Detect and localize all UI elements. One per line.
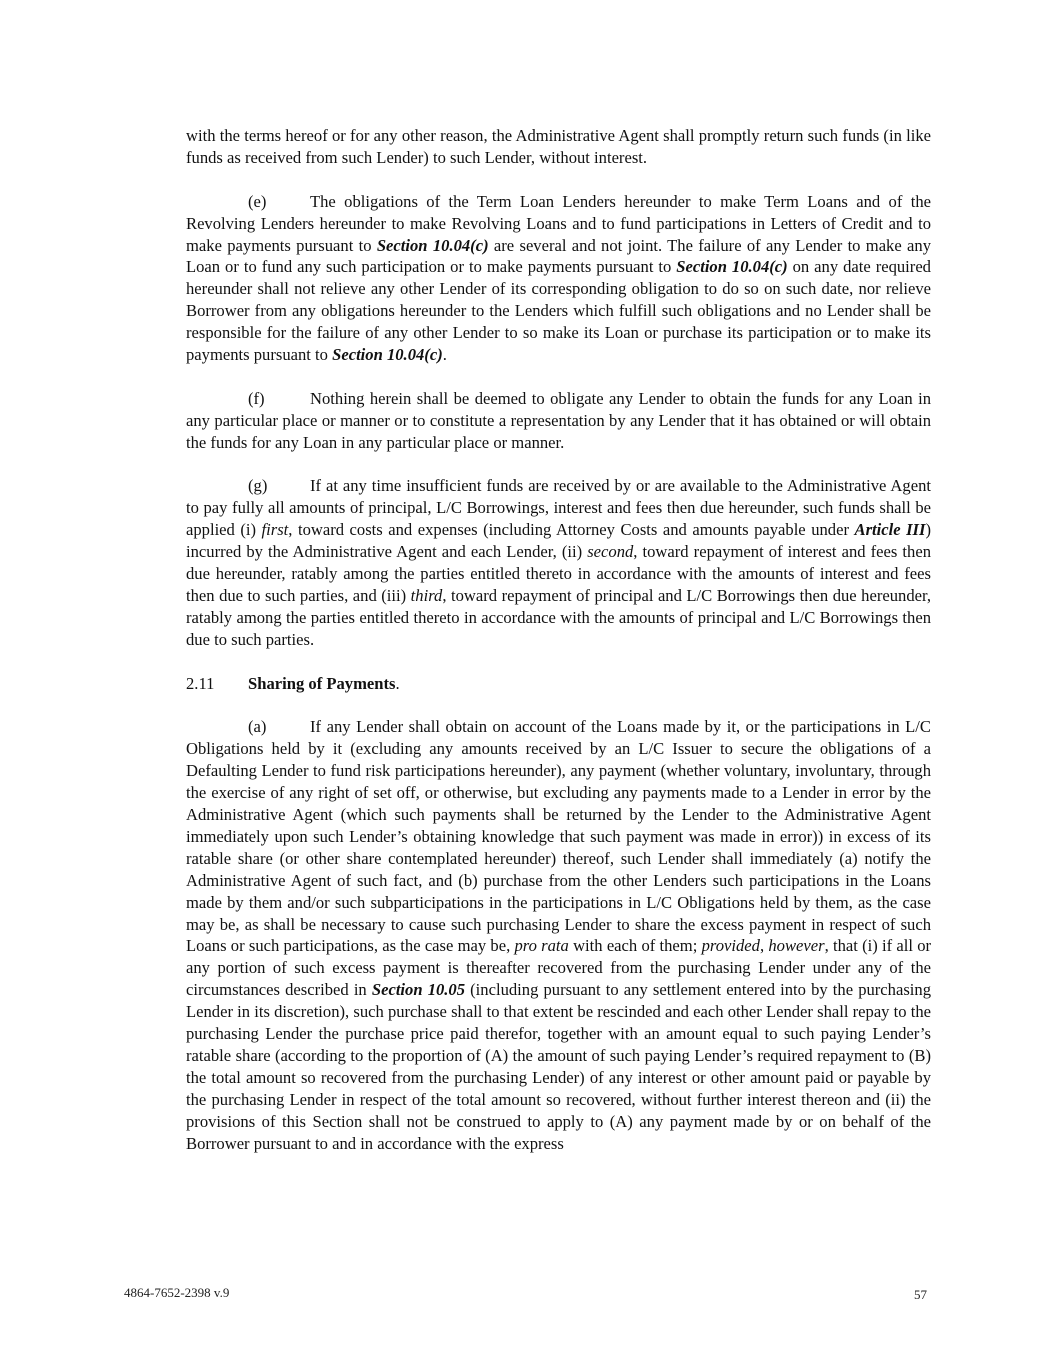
section-heading (186, 673, 931, 695)
paragraph-label: (a) (248, 717, 267, 737)
paragraph-a (186, 716, 931, 1154)
paragraph-text: on any date required hereunder shall not relieve any other Lender of its corresponding obligation to do so on such date, nor relieve Borrower from any obligations hereunder to the Lenders which fulfill such obligations and no Lender shall be responsible for the failure of any other Lender to so make its Loan or purchase its participation or to make its payments pursuant to (186, 257, 931, 365)
paragraph-text: . (442, 345, 447, 365)
article-reference: Article III (854, 520, 926, 540)
italic-term: second (587, 542, 634, 562)
paragraph-text: , toward costs and expenses (including Attorney Costs and amounts payable under (288, 520, 855, 540)
paragraph-text: (including pursuant to any settlement entered into by the purchasing Lender in its discretion), such purchase shall to that extent be rescinded and each other Lender shall repay to the purchasing Lender the purchase price paid therefor, together with an amount equal to such paying Lender’s ratable share (according to the proportion of (A) the amount of such paying Lender’s required repayment to (B) the total amount so recovered from the purchasing Lender) of any interest or other amount paid or payable by the purchasing Lender in respect of the total amount so recovered, without further interest thereon and (ii) the provisions of this Section shall not be construed to apply to (A) any payment made by or on behalf of the Borrower pursuant to and in accordance with the express (186, 980, 932, 1153)
page-number: 57 (914, 1287, 927, 1302)
paragraph-continuation (186, 125, 931, 169)
document-id: 4864-7652-2398 v.9 (124, 1285, 230, 1300)
paragraph-text: , toward repayment of interest and fees then due hereunder, ratably among the parties entitled thereto in accordance with the amounts of interest and fees then due to such parties, and (iii) (186, 542, 931, 605)
paragraph-text: ) incurred by the Administrative Agent and each Lender, (ii) (186, 520, 932, 562)
paragraph-text: are several and not joint. The failure of any Lender to make any Loan or to fund any such participation or to make payments pursuant to (186, 235, 931, 277)
paragraph-e (186, 191, 931, 366)
section-title-period: . (395, 673, 400, 693)
paragraph-text: with each of them; (568, 936, 702, 956)
section-reference: Section 10.04(c) (376, 235, 489, 255)
paragraph-label: (f) (248, 388, 265, 408)
section-reference: Section 10.05 (371, 980, 466, 1000)
paragraph-text: , (759, 936, 769, 956)
italic-term: pro rata (514, 936, 569, 956)
paragraph-text: If any Lender shall obtain on account of the Loans made by it, or the participations in L/C Obligations held by it (excluding any amounts received by an L/C Issuer to secure the obligations of a Defaulting Lender to fund risk participations hereunder), any payment (whether voluntary, involuntary, through the exercise of any right of set off, or otherwise, but excluding any payments made to a Lender in error by the Administrative Agent (which such payments shall be returned by the Lender to the Administrative Agent immediately upon such Lender’s obtaining knowledge that such payment was made in error)) in excess of its ratable share (or other share contemplated hereunder) thereof, such Lender shall immediately (a) notify the Administrative Agent of such fact, and (b) purchase from the other Lenders such participations in the Loans made by them and/or such subparticipations in the participations in L/C Obligations held by them, as the case may be, as shall be necessary to cause such purchasing Lender to share the excess payment in respect of such Loans or such participations, as the case may be, (186, 717, 931, 956)
paragraph-label: (e) (248, 191, 267, 211)
italic-term: provided (701, 936, 760, 956)
document-body (186, 125, 931, 1176)
section-title: Sharing of Payments (248, 673, 396, 693)
paragraph-text: If at any time insufficient funds are received by or are available to the Administrative Agent to pay fully all amounts of principal, L/C Borrowings, interest and fees then due hereunder, such funds shall be applied (i) (186, 476, 931, 540)
italic-term: third (410, 585, 443, 605)
italic-term: first (261, 520, 289, 540)
paragraph-text: Nothing herein shall be deemed to obligate any Lender to obtain the funds for any Loan in any particular place or manner or to constitute a representation by any Lender that it has obtained or will obtain the funds for any Loan in any particular place or manner. (186, 388, 931, 452)
section-reference: Section 10.04(c) (676, 257, 788, 277)
paragraph-label: (g) (248, 476, 268, 496)
paragraph-text: , toward repayment of principal and L/C Borrowings then due hereunder, ratably among the parties entitled thereto in accordance with the amounts of principal and L/C Borrowings then due to such parties. (186, 585, 931, 649)
paragraph-text: with the terms hereof or for any other reason, the Administrative Agent shall promptly return such funds (in like funds as received from such Lender) to such Lender, without interest. (186, 126, 931, 167)
paragraph-text: The obligations of the Term Loan Lenders hereunder to make Term Loans and of the Revolving Lenders hereunder to make Revolving Loans and to fund participations in Letters of Credit and to make payments pursuant to (186, 191, 931, 255)
section-number: 2.11 (186, 673, 215, 693)
paragraph-f (186, 388, 931, 454)
paragraph-text: , that (i) if all or any portion of such excess payment is thereafter recovered from the purchasing Lender under any of the circumstances described in (186, 936, 932, 1000)
section-reference: Section 10.04(c) (332, 345, 443, 365)
italic-term: however (768, 936, 825, 956)
paragraph-g (186, 475, 931, 650)
